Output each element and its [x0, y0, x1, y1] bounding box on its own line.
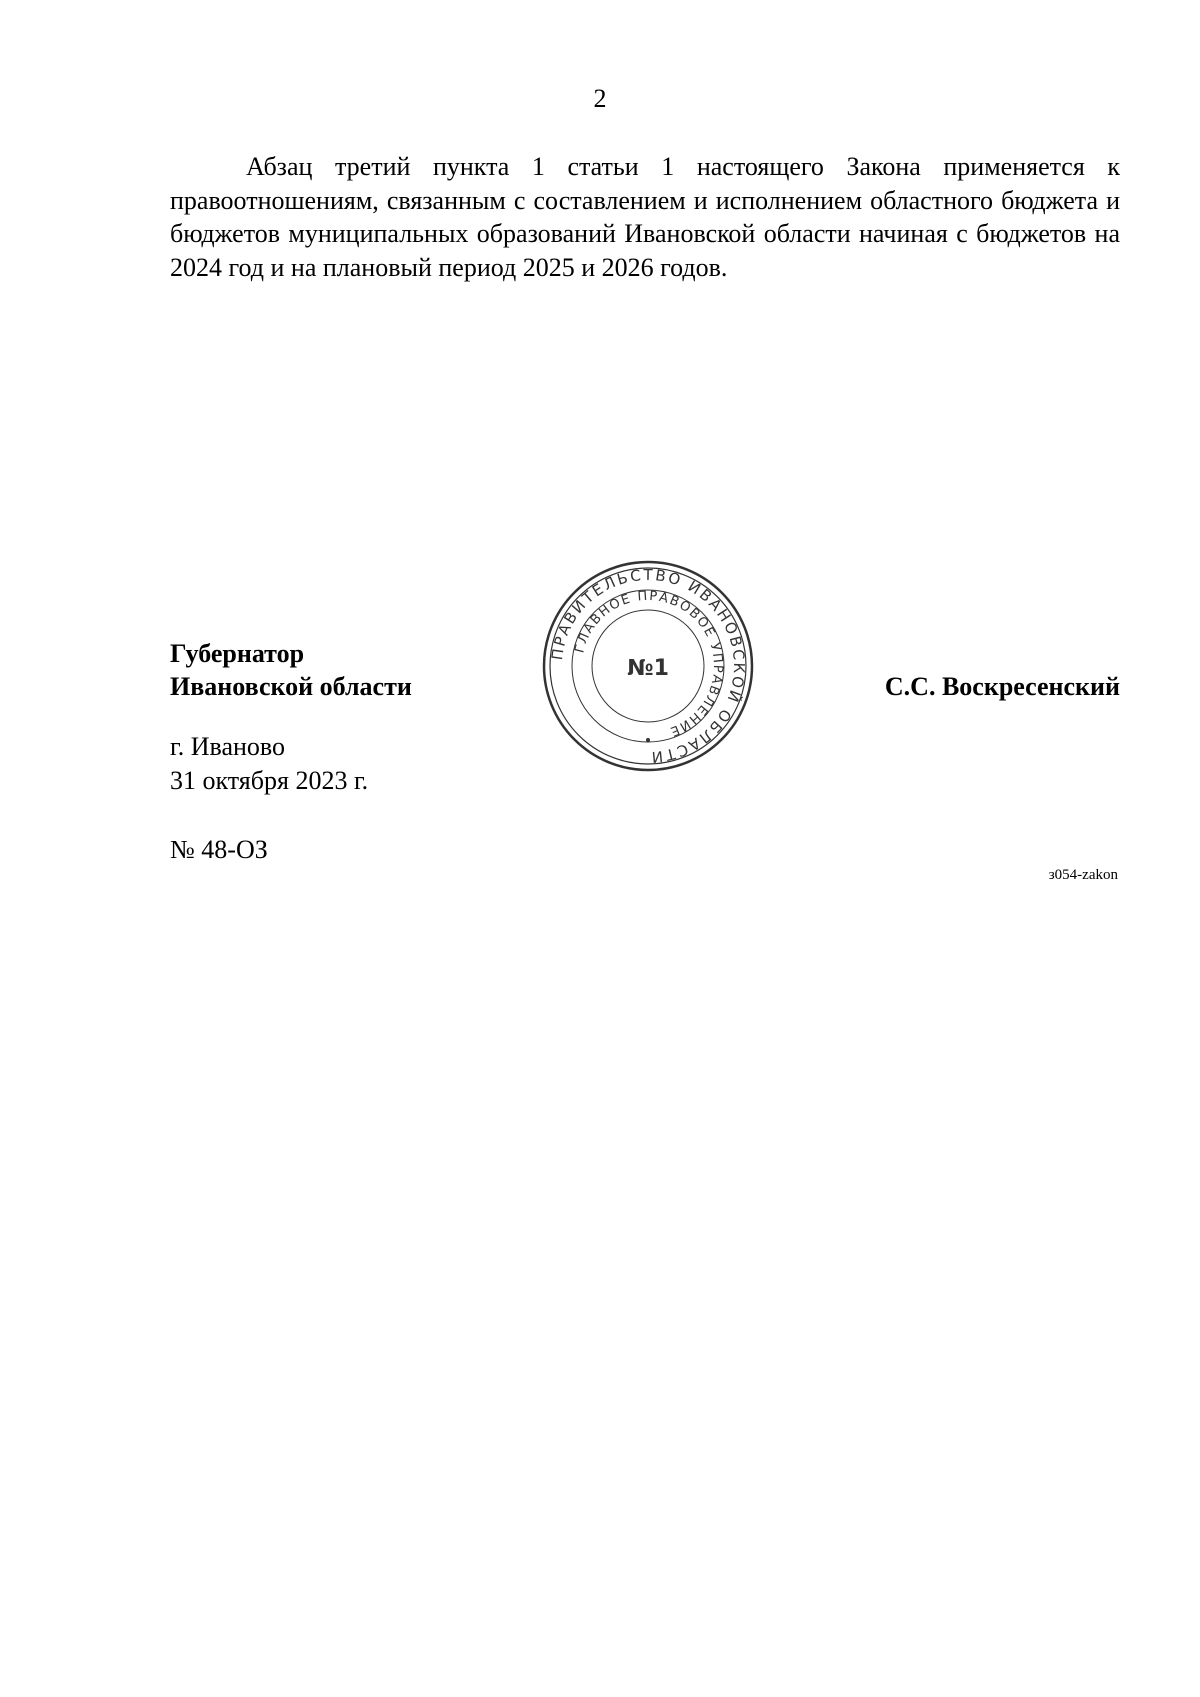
- signer-title-line1: Губернатор: [170, 639, 305, 668]
- official-stamp: [541, 559, 755, 773]
- signer-title-line2: Ивановской области: [170, 672, 412, 701]
- stamp-outer-text: ПРАВИТЕЛЬСТВО ИВАНОВСКОЙ ОБЛАСТИ: [548, 565, 749, 767]
- document-code: з054-zakon: [1048, 867, 1118, 883]
- stamp-inner-text: ГЛАВНОЕ ПРАВОВОЕ УПРАВЛЕНИЕ: [572, 588, 726, 740]
- date: 31 октября 2023 г.: [170, 766, 369, 795]
- page-number: 2: [593, 84, 607, 113]
- stamp-center-text: №1: [627, 656, 669, 681]
- place-date: [170, 730, 368, 798]
- place: г. Иваново: [170, 732, 285, 761]
- law-number: № 48-ОЗ: [170, 835, 268, 864]
- body-paragraph: Абзац третий пункта 1 статьи 1 настоящего Закона применяется к правоотношениям, связанным с составлением и исполнением областного бюджета и бюджетов муниципальных образований Ивановской области начиная с бюджетов на 2024 год и на плановый период 2025 и 2026 годов.: [170, 152, 1120, 282]
- signer-name: С.С. Воскресенский: [884, 672, 1120, 701]
- stamp-star-icon: [646, 738, 650, 742]
- signer-title: [170, 637, 412, 703]
